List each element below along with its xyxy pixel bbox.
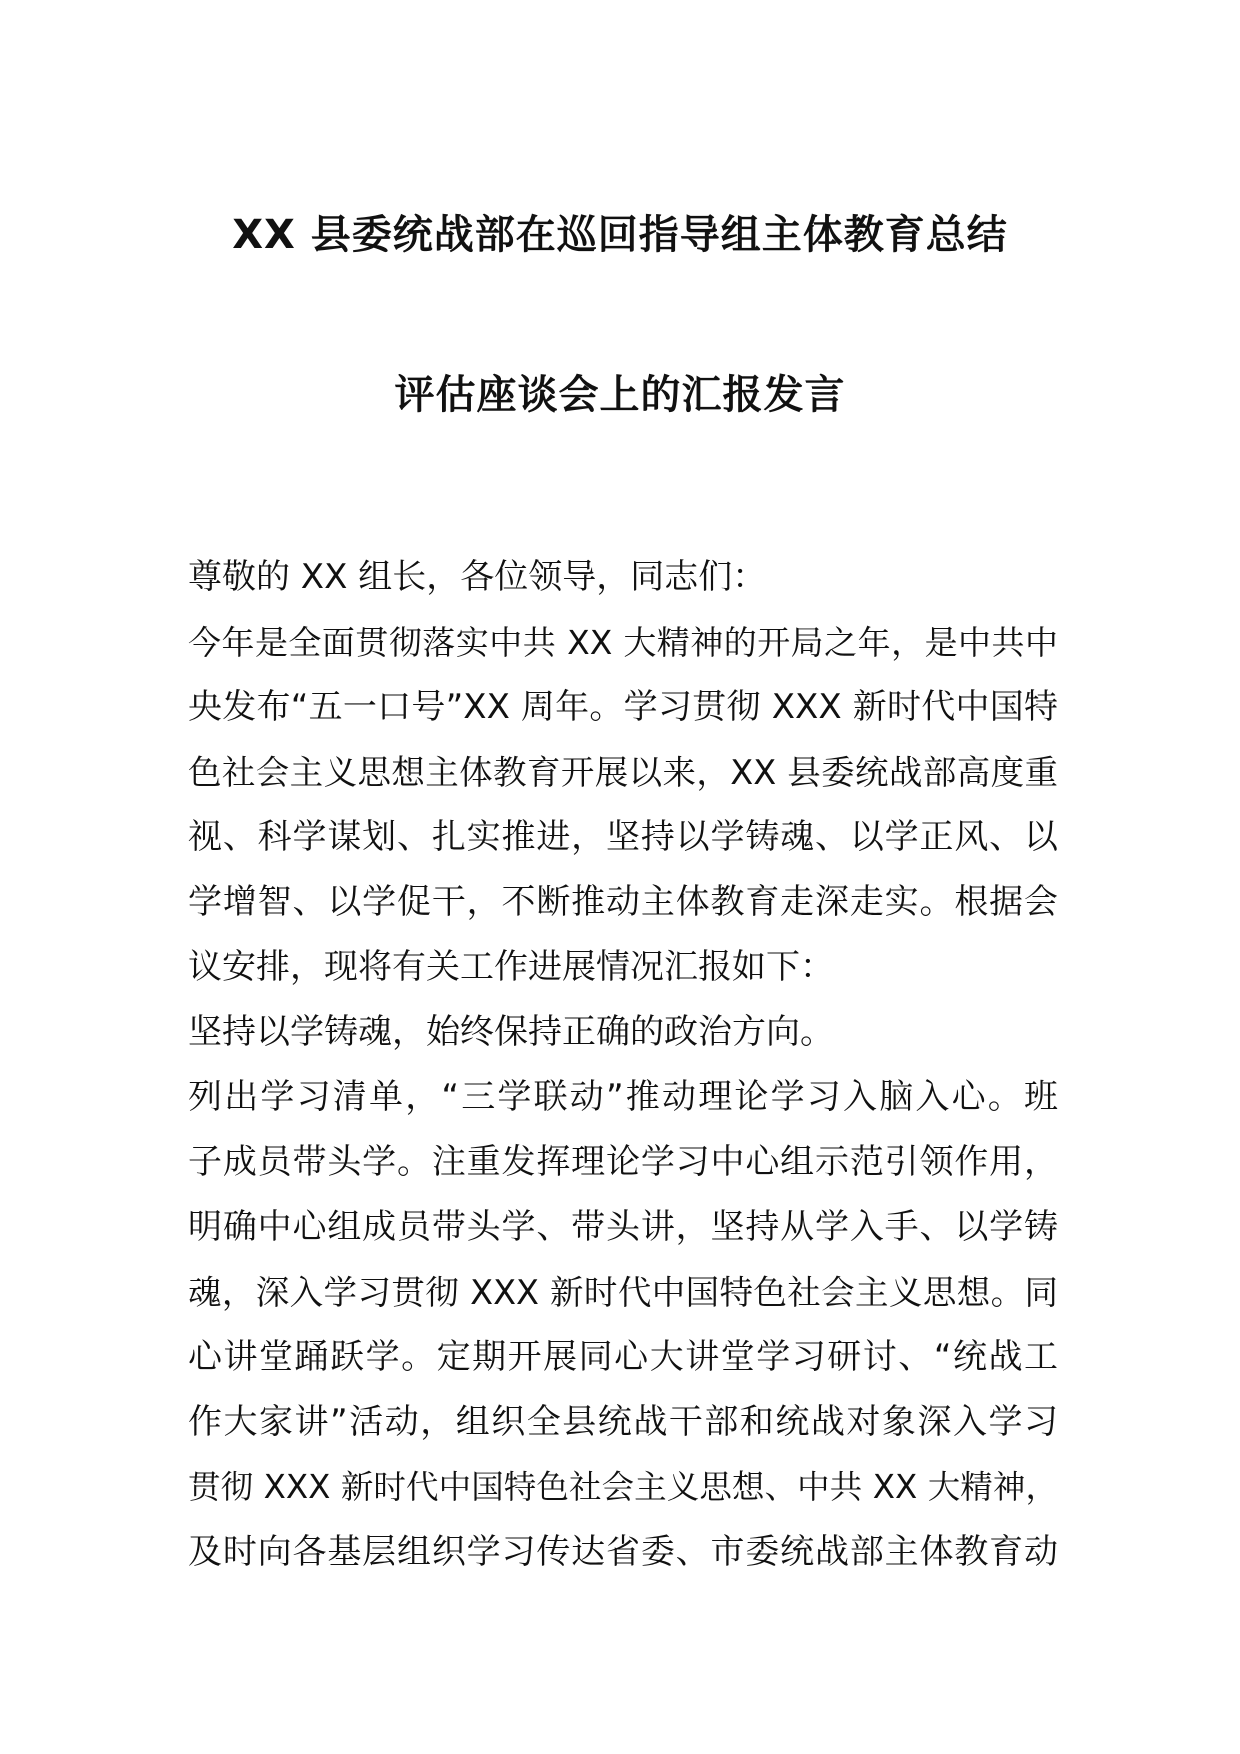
document-title-line-1: XX 县委统战部在巡回指导组主体教育总结: [232, 212, 1008, 258]
document-body: [188, 545, 1058, 1585]
paragraph-line: 视、科学谋划、扎实推进，坚持以学铸魂、以学正风、以: [188, 817, 1058, 857]
paragraph-line: 心讲堂踊跃学。定期开展同心大讲堂学习研讨、“统战工: [188, 1337, 1058, 1377]
paragraph-line: 央发布“五一口号”XX 周年。学习贯彻 XXX 新时代中国特: [188, 687, 1058, 727]
paragraph-line: 明确中心组成员带头学、带头讲，坚持从学入手、以学铸: [188, 1207, 1058, 1247]
paragraph-line: 色社会主义思想主体教育开展以来，XX 县委统战部高度重: [188, 753, 1058, 792]
section-heading: 坚持以学铸魂，始终保持正确的政治方向。: [188, 1012, 834, 1052]
paragraph-line: 议安排，现将有关工作进展情况汇报如下：: [188, 947, 834, 987]
paragraph-line: 及时向各基层组织学习传达省委、市委统战部主体教育动: [188, 1532, 1058, 1572]
document-title-line-2: 评估座谈会上的汇报发言: [394, 372, 846, 418]
paragraph-line: 子成员带头学。注重发挥理论学习中心组示范引领作用，: [188, 1142, 1058, 1182]
paragraph-line: 学增智、以学促干，不断推动主体教育走深走实。根据会: [188, 882, 1058, 922]
paragraph-line: 魂，深入学习贯彻 XXX 新时代中国特色社会主义思想。同: [188, 1273, 1058, 1312]
paragraph-line: 列出学习清单，“三学联动”推动理论学习入脑入心。班: [188, 1077, 1058, 1117]
salutation: 尊敬的 XX 组长，各位领导，同志们：: [188, 557, 767, 597]
paragraph-line: 作大家讲”活动，组织全县统战干部和统战对象深入学习: [188, 1402, 1058, 1442]
paragraph-line: 今年是全面贯彻落实中共 XX 大精神的开局之年，是中共中: [188, 623, 1058, 662]
paragraph-line: 贯彻 XXX 新时代中国特色社会主义思想、中共 XX 大精神，: [188, 1468, 1058, 1506]
